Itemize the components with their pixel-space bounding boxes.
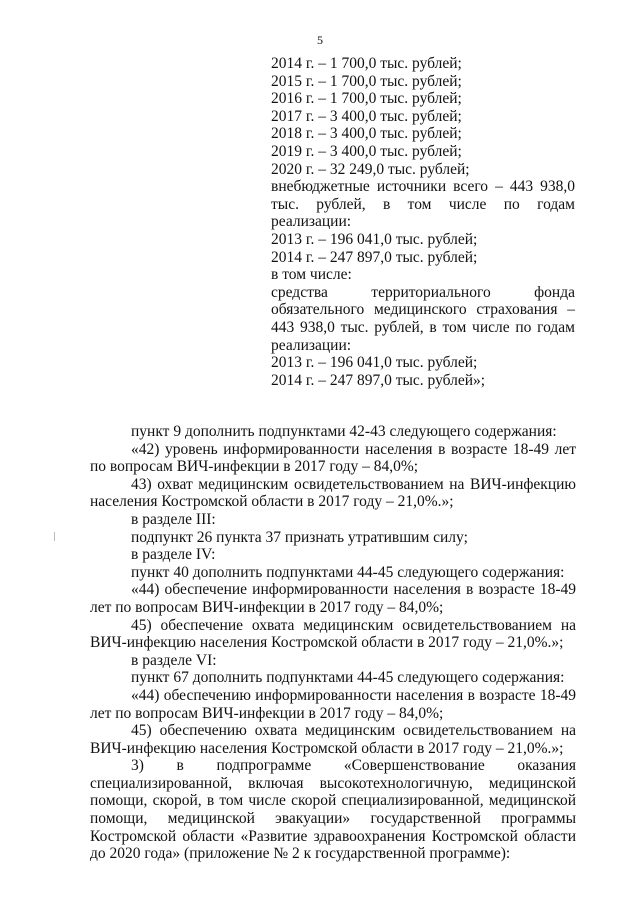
paragraph: в разделе III: (131, 510, 216, 528)
paragraph: пункт 9 дополнить подпунктами 42-43 следующего содержания: (131, 423, 557, 440)
budget-line-2020: 2020 г. – 32 249,0 тыс. рублей; (271, 160, 470, 178)
paragraph: 3) в подпрограмме «Совершенствование оказания специализированной, включая высокотехнологичную, медицинской помощи, скорой, в том числе скорой специализированной, медицинской помощи, медицинской эвакуации» государственной программы Костромской области «Развитие здравоохранения Костромской области до 2020 года» (приложение № 2 к государственной программе): (90, 757, 576, 863)
paragraph: «44) обеспечение информированности населения в возрасте 18-49 лет по вопросам ВИЧ-инфекции в 2017 году – 84,0%; (90, 581, 576, 616)
fund-line-2013: 2013 г. – 196 041,0 тыс. рублей; (271, 354, 478, 372)
budget-line-2016: 2016 г. – 1 700,0 тыс. рублей; (271, 90, 462, 108)
extrabudget-line-2014: 2014 г. – 247 897,0 тыс. рублей; (271, 248, 478, 266)
budget-line-2015: 2015 г. – 1 700,0 тыс. рублей; (271, 72, 462, 90)
paragraph: подпункт 26 пункта 37 признать утратившим силу; (131, 528, 468, 546)
funding-column (271, 55, 575, 389)
fund-line-2014: 2014 г. – 247 897,0 тыс. рублей»; (271, 371, 486, 389)
paragraph: «44) обеспечению информированности населения в возрасте 18-49 лет по вопросам ВИЧ-инфекции в 2017 году – 84,0%; (90, 686, 576, 722)
page-number: 5 (317, 33, 323, 47)
paragraph: в разделе IV: (131, 546, 216, 564)
paragraph: «42) уровень информированности населения в возрасте 18-49 лет по вопросам ВИЧ-инфекции в 2017 году – 84,0%; (90, 440, 576, 476)
paragraph: 45) обеспечение охвата медицинским освидетельствованием на ВИЧ-инфекцию населения Костромской области в 2017 году – 21,0%.»; (90, 616, 576, 652)
including-label: в том числе: (271, 266, 352, 284)
paragraph: 45) обеспечению охвата медицинским освидетельствованием на ВИЧ-инфекцию населения Костромской области в 2017 году – 21,0%.»; (90, 722, 576, 757)
paragraph: в разделе VI: (131, 651, 217, 669)
extrabudget-intro: внебюджетные источники всего – 443 938,0 тыс. рублей, в том числе по годам реализации: (271, 178, 575, 231)
budget-line-2019: 2019 г. – 3 400,0 тыс. рублей; (271, 142, 462, 160)
paragraph: 43) охват медицинским освидетельствованием на ВИЧ-инфекцию населения Костромской области в 2017 году – 21,0%.»; (90, 475, 576, 511)
budget-line-2018: 2018 г. – 3 400,0 тыс. рублей; (271, 125, 462, 143)
margin-mark (54, 532, 55, 541)
budget-line-2014: 2014 г. – 1 700,0 тыс. рублей; (271, 55, 462, 72)
paragraph: пункт 67 дополнить подпунктами 44-45 следующего содержания: (131, 669, 565, 687)
paragraph: пункт 40 дополнить подпунктами 44-45 следующего содержания: (131, 563, 565, 581)
extrabudget-line-2013: 2013 г. – 196 041,0 тыс. рублей; (271, 230, 478, 248)
fund-intro: средства территориального фонда обязательного медицинского страхования – 443 938,0 тыс. рублей, в том числе по годам реализации: (271, 283, 575, 354)
budget-line-2017: 2017 г. – 3 400,0 тыс. рублей; (271, 107, 462, 125)
document-body (90, 423, 576, 863)
